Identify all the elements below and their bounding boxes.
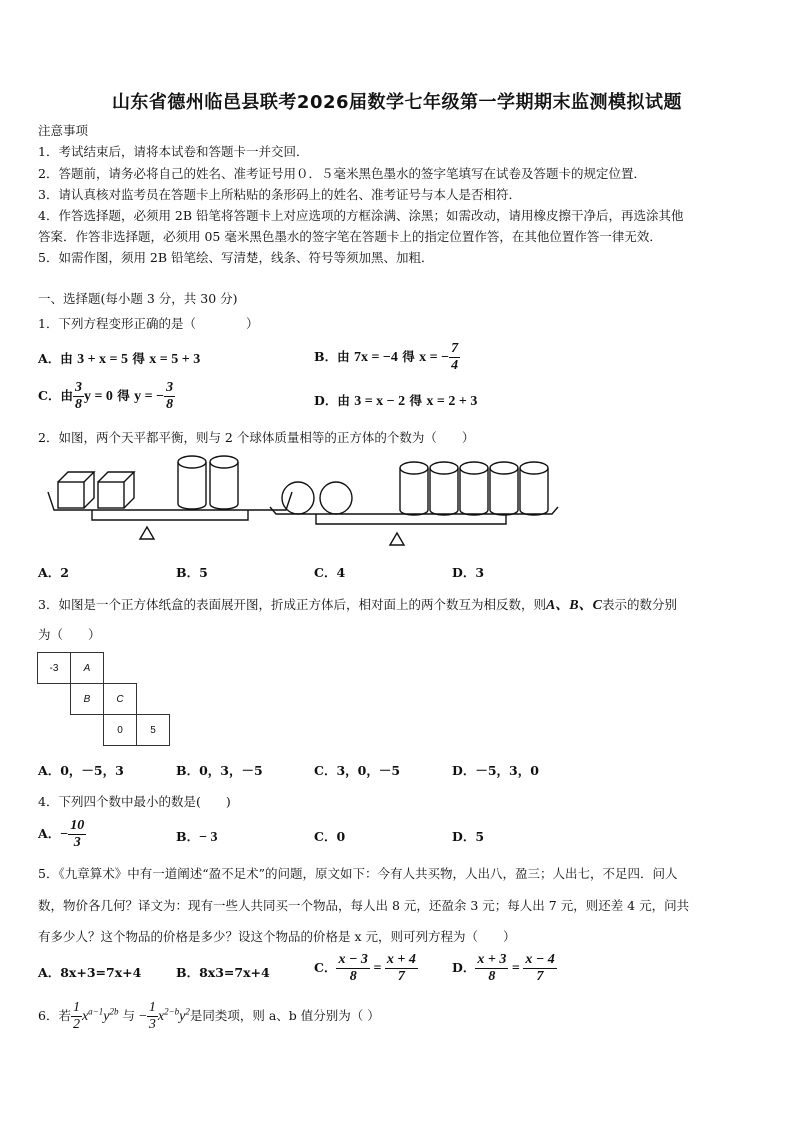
question-5-stem-cont: 有多少人？这个物品的价格是多少？设这个物品的价格是 x 元，则可列方程为（ ） — [38, 929, 516, 944]
question-3-stem: 3．如图是一个正方体纸盒的表面展开图，折成正方体后，相对面上的两个数互为相反数，则A、B、C表示的数分别 — [38, 597, 677, 613]
notice-item: 3．请认真核对监考员在答题卡上所粘贴的条形码上的姓名、准考证号与本人是否相符． — [38, 187, 521, 202]
question-5-stem-cont: 数，物价各几何？译文为：现有一些人共同买一个物品，每人出 8 元，还盈余 3 元；每人出 7 元，则还差 4 元，问共 — [38, 898, 690, 913]
notice-item: 5．如需作图，须用 2B 铅笔绘、写清楚，线条、符号等须加黑、加粗． — [38, 250, 434, 265]
cylinder-icon — [400, 462, 428, 515]
notice-item: 4．作答选择题，必须用 2B 铅笔将答题卡上对应选项的方框涂满、涂黑；如需改动，请用橡皮擦干净后，再选涂其他 — [38, 208, 684, 223]
cylinder-icon — [430, 462, 458, 515]
net-cell: C — [104, 684, 137, 715]
cube-icon — [58, 472, 94, 508]
cube-icon — [98, 472, 134, 508]
q1-option-a: A．由 3 + x = 5 得 x = 5 + 3 — [38, 351, 201, 367]
question-1-stem: 1．下列方程变形正确的是（ ） — [38, 316, 259, 331]
net-cell: A — [71, 653, 104, 684]
question-5-stem: 5．《九章算术》中有一道阐述“盈不足术”的问题，原文如下：今有人共买物，人出八，盈三；人出七，不足四．问人 — [38, 866, 678, 881]
q4-option-a: A．− $\frac{10}{3}$ — [38, 818, 85, 850]
balance-pivot-right — [390, 533, 404, 545]
cylinder-icon — [210, 456, 238, 509]
question-2-stem: 2．如图，两个天平都平衡，则与 2 个球体质量相等的正方体的个数为（ ） — [38, 430, 475, 445]
question-3-stem-cont: 为（ ） — [38, 627, 101, 642]
cylinder-icon — [178, 456, 206, 509]
q2-option-a: A．2 — [38, 565, 69, 580]
q1-option-b: B．由 7x = −4 得 x = − $\frac{7}{4}$ — [314, 341, 459, 373]
sphere-icon — [282, 482, 314, 514]
q3-option-d: D．－5，3，0 — [452, 763, 539, 778]
q2-option-d: D．3 — [452, 565, 485, 580]
q4-option-d: D．5 — [452, 829, 485, 844]
cylinder-icon — [490, 462, 518, 515]
cube-net — [37, 652, 170, 746]
balance-pivot-left — [140, 527, 154, 539]
balance-figures — [40, 452, 560, 552]
q3-option-b: B．0，3，－5 — [176, 763, 263, 778]
question-4-stem: 4．下列四个数中最小的数是( ) — [38, 794, 231, 809]
q1-option-d: D．由 3 = x − 2 得 x = 2 + 3 — [314, 393, 478, 409]
question-6-stem: 6．若 $\frac{1}{2}$ $x^{a-1}y^{2b}$ 与 − $\frac{1}{3}$ $x^{2-b}y^2$是同类项，则 a、b 值分别为（ ） — [38, 1000, 380, 1032]
cylinder-icon — [460, 462, 488, 515]
q5-option-c: C． $\frac{x - 3}{8}$ = $\frac{x + 4}{7}$ — [314, 952, 416, 984]
notice-item: 1．考试结束后，请将本试卷和答题卡一并交回． — [38, 144, 309, 159]
q3-option-a: A．0，－5，3 — [38, 763, 124, 778]
q5-option-a: A．8x+3=7x+4 — [38, 965, 142, 980]
sphere-icon — [320, 482, 352, 514]
q2-option-c: C．4 — [314, 565, 346, 580]
net-cell: -3 — [38, 653, 71, 684]
q5-option-b: B．8x3=7x+4 — [176, 965, 270, 980]
notice-item: 2．答题前，请务必将自己的姓名、准考证号用０．５毫米黑色墨水的签字笔填写在试卷及答题卡的规定位置． — [38, 166, 646, 181]
q5-option-d: D． $\frac{x + 3}{8}$ = $\frac{x - 4}{7}$ — [452, 952, 555, 984]
q4-option-c: C．0 — [314, 829, 346, 844]
page-title: 山东省德州临邑县联考2026届数学七年级第一学期期末监测模拟试题 — [111, 92, 683, 113]
q3-option-c: C．3，0，－5 — [314, 763, 401, 778]
q2-option-b: B．5 — [176, 565, 208, 580]
q1-option-c: C．由 $\frac{3}{8}$ y = 0 得 y = − $\frac{3}{8}$ — [38, 380, 174, 412]
section-heading: 一、选择题(每小题 3 分，共 30 分) — [38, 291, 238, 306]
net-cell: 0 — [104, 715, 137, 746]
notice-heading: 注意事项 — [38, 123, 89, 138]
net-cell: 5 — [137, 715, 170, 746]
cylinder-icon — [520, 462, 548, 515]
net-cell: B — [71, 684, 104, 715]
q4-option-b: B．− 3 — [176, 829, 218, 845]
notice-item: 答案．作答非选择题，必须用 05 毫米黑色墨水的签字笔在答题卡上的指定位置作答，在其他位置作答一律无效． — [38, 229, 662, 244]
